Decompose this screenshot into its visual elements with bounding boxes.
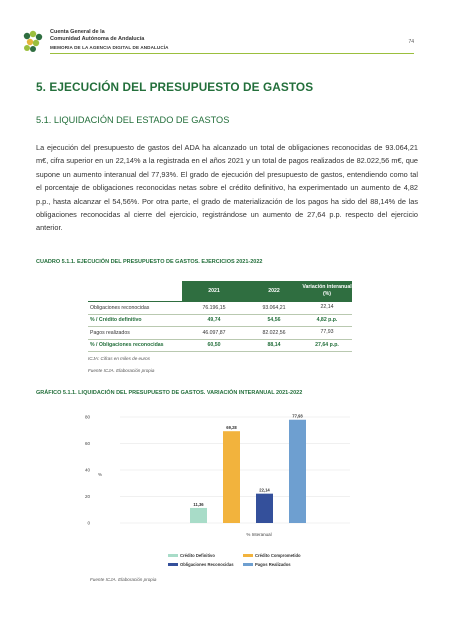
data-label: 69,28: [226, 425, 237, 431]
legend-swatch: [168, 554, 178, 557]
table-cell: 88,14: [267, 342, 281, 349]
header-org-line1: Cuenta General de la: [50, 29, 105, 35]
table-header-variacion: Variación interanual (%): [302, 281, 352, 302]
table-cell: % / Crédito definitivo: [90, 317, 142, 324]
table-row: [88, 314, 352, 327]
y-tick-label: 0: [87, 520, 90, 526]
table-cell: % / Obligaciones reconocidas: [90, 342, 164, 349]
section-title: 5. EJECUCIÓN DEL PRESUPUESTO DE GASTOS: [36, 80, 314, 94]
section-subtitle: 5.1. LIQUIDACIÓN DEL ESTADO DE GASTOS: [36, 115, 230, 125]
bar-2: [223, 431, 240, 523]
table-header-empty: [88, 281, 182, 302]
chart-source: Fuente ICJA. Elaboración propia: [90, 577, 157, 582]
table-row: [88, 327, 352, 340]
table-cell: 54,56: [267, 317, 281, 324]
table-row: [88, 302, 352, 315]
table-cell: 4,82 p.p.: [316, 316, 338, 323]
table-header-2021: 2021: [182, 281, 246, 302]
junta-logo-icon: [22, 30, 44, 52]
data-label: 11,36: [193, 501, 204, 507]
table-cell: 22,14: [302, 302, 352, 315]
legend-entry: Crédito Comprometido: [255, 553, 301, 558]
bar-1: [190, 508, 207, 523]
table-source: Fuente ICJA. Elaboración propia: [88, 368, 155, 373]
bar-4: [289, 420, 306, 523]
y-axis-label: %: [97, 472, 103, 477]
y-tick-label: 80: [84, 414, 90, 420]
table-cell: 82.022,56: [262, 329, 286, 336]
legend-entry: Pagos Realizados: [255, 562, 291, 567]
header-divider: [50, 53, 414, 54]
table-cell: 93.064,21: [246, 302, 302, 315]
data-label: 77,93: [292, 413, 303, 419]
table-note: ICJA: Cifras en miles de euros: [88, 356, 151, 361]
header-org: [50, 29, 144, 43]
table-header-2022: 2022: [246, 281, 302, 302]
table-cell: 27,64 p.p.: [315, 341, 339, 348]
legend-entry: Crédito Definitivo: [180, 553, 215, 558]
legend-entry: Obligaciones Reconocidas: [180, 562, 234, 567]
legend-swatch: [243, 554, 253, 557]
data-label: 22,14: [259, 487, 270, 493]
table-header-row: [88, 281, 352, 302]
legend-swatch: [168, 563, 178, 566]
header-org-line2: Comunidad Autónoma de Andalucía: [50, 36, 145, 42]
table-caption: CUADRO 5.1.1. EJECUCIÓN DEL PRESUPUESTO DE GASTOS. EJERCICIOS 2021-2022: [36, 259, 263, 265]
body-paragraph: La ejecución del presupuesto de gastos del ADA ha alcanzado un total de obligaciones reconocidas de 93.064,21 m€, cifra superior en un 22,14% a la registrada en el años 2021 y un total de pagos realizados de 82.022,56 m€, que supone un aumento interanual del 77,93%. El grado de ejecución del presupuesto de gastos, entendiendo como tal el porcentaje de obligaciones reconocidas netas sobre el crédito definitivo, ha experimentado un aumento de 4,82 p.p., hasta alcanzar el 54,56%. Por otra parte, el grado de materialización de los pagos ha sido del 88,14% de las obligaciones reconocidas al cierre del ejercicio, registrándose un aumento de 27,64 p.p. respecto del ejercicio anterior.: [36, 143, 418, 233]
legend-swatch: [243, 563, 253, 566]
y-tick-label: 40: [84, 467, 90, 473]
y-tick-label: 60: [84, 441, 90, 446]
budget-table: [88, 281, 352, 352]
table-cell: Pagos realizados: [90, 329, 130, 336]
x-axis-label: % Interanual: [246, 532, 272, 537]
y-tick-label: 20: [84, 494, 90, 499]
table-row: [88, 339, 352, 352]
header-subtitle: MEMORIA DE LA AGENCIA DIGITAL DE ANDALUCÍA: [50, 45, 169, 50]
bar-3: [256, 494, 273, 523]
bar-chart: [70, 405, 370, 575]
table-cell: 76.196,15: [182, 302, 246, 315]
table-cell: 77,93: [320, 329, 334, 336]
chart-caption: GRÁFICO 5.1.1. LIQUIDACIÓN DEL PRESUPUESTO DE GASTOS. VARIACIÓN INTERANUAL 2021-2022: [36, 390, 303, 396]
page-number: 74: [408, 39, 414, 45]
table-cell: 49,74: [207, 317, 221, 324]
table-cell: 60,50: [207, 342, 221, 349]
table-cell: 46.097,87: [202, 329, 226, 336]
table-cell: Obligaciones reconocidas: [88, 302, 182, 315]
